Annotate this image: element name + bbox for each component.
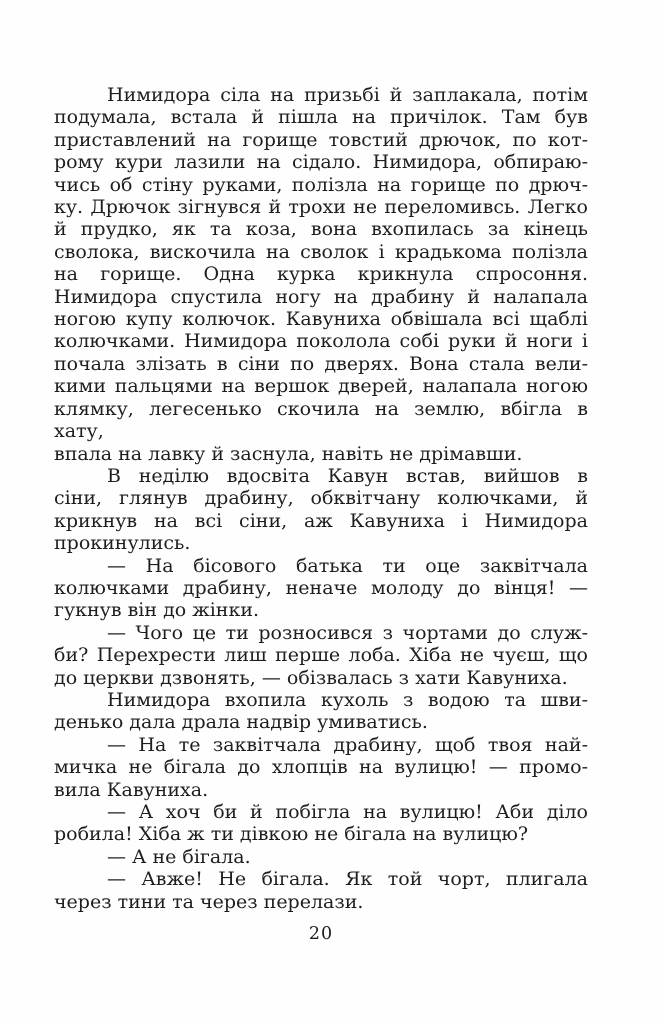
text-line: вила Кавуниха. (54, 778, 209, 801)
text-line: — На те заквітчала драбину, щоб твоя най- (107, 733, 588, 756)
text-line: — Авже! Не бігала. Як той чорт, плигала (107, 868, 588, 891)
text-line: би? Перехрести лиш перше лоба. Хіба не чуєш, що (54, 644, 588, 667)
text-line: й прудко, як та коза, вона вхопилась за кінець (54, 218, 588, 241)
text-line: Нимидора спустила ногу на драбину й налапала (54, 285, 588, 308)
text-line: Нимидора сіла на призьбі й заплакала, потім (107, 84, 588, 106)
text-line: Нимидора вхопила кухоль з водою та шви- (107, 688, 588, 711)
text-line: рому кури лазили на сідало. Нимидора, обпираю- (54, 151, 588, 174)
text-line: приставлений на горище товстий дрючок, по кот- (54, 128, 588, 151)
paragraph-dialogue (54, 555, 588, 622)
text-line: до церкви дзвонять, — обізвалась з хати Кавуниха. (54, 666, 568, 689)
paragraph-dialogue (54, 868, 588, 913)
text-line: гукнув він до жінки. (54, 599, 260, 622)
text-line: ногою купу колючок. Кавуниха обвішала всі щаблі (54, 308, 588, 331)
paragraph-dialogue (54, 801, 588, 846)
paragraph (54, 465, 588, 555)
text-line: крикнув на всі сіни, аж Кавуниха і Нимидора (54, 509, 588, 532)
text-line: через тини та через перелази. (54, 890, 364, 913)
text-line: колючками драбину, неначе молоду до вінця! — (54, 576, 588, 599)
text-line: кими пальцями на вершок дверей, налапала ногою (54, 375, 588, 398)
text-block (54, 84, 588, 913)
text-line: сіни, глянув драбину, обквітчану колючками, й (54, 487, 588, 510)
text-line: клямку, легесенько скочила на землю, вбігла в хату, (54, 397, 588, 443)
paragraph-dialogue (54, 734, 588, 801)
text-line: — На бісового батька ти оце заквітчала (107, 554, 588, 577)
text-line: — А не бігала. (107, 845, 251, 868)
text-line: чись об стіну руками, полізла на горище по дрюч- (54, 173, 588, 196)
text-line: сволока, вискочила на сволок і крадькома полізла (54, 240, 588, 263)
paragraph-dialogue (54, 846, 588, 868)
text-line: — А хоч би й побігла на вулицю! Аби діло (107, 801, 588, 823)
text-line: впала на лавку й заснула, навіть не дрімавши. (54, 442, 523, 465)
text-line: робила! Хіба ж ти дівкою не бігала на вулицю? (54, 823, 529, 846)
text-line: — Чого це ти розносився з чортами до служ- (107, 621, 588, 644)
text-line: денько дала драла надвір умиватись. (54, 711, 428, 734)
text-line: мичка не бігала до хлопців на вулицю! — промо- (54, 756, 588, 779)
text-line: прокинулись. (54, 532, 191, 555)
text-line: колючками. Нимидора поколола собі руки й ноги і (54, 330, 588, 353)
text-line: почала злізать в сіни по дверях. Вона стала вели- (54, 352, 588, 375)
text-line: подумала, встала й пішла на причілок. Там був (54, 106, 588, 129)
paragraph (54, 689, 588, 734)
text-line: на горище. Одна курка крикнула спросоння. (54, 263, 588, 286)
text-line: В неділю вдосвіта Кавун встав, вийшов в (107, 464, 588, 487)
paragraph-dialogue (54, 622, 588, 689)
text-line: ку. Дрючок зігнувся й трохи не переломивсь. Легко (54, 196, 588, 219)
paragraph (54, 84, 588, 465)
page-number: 20 (308, 924, 334, 944)
